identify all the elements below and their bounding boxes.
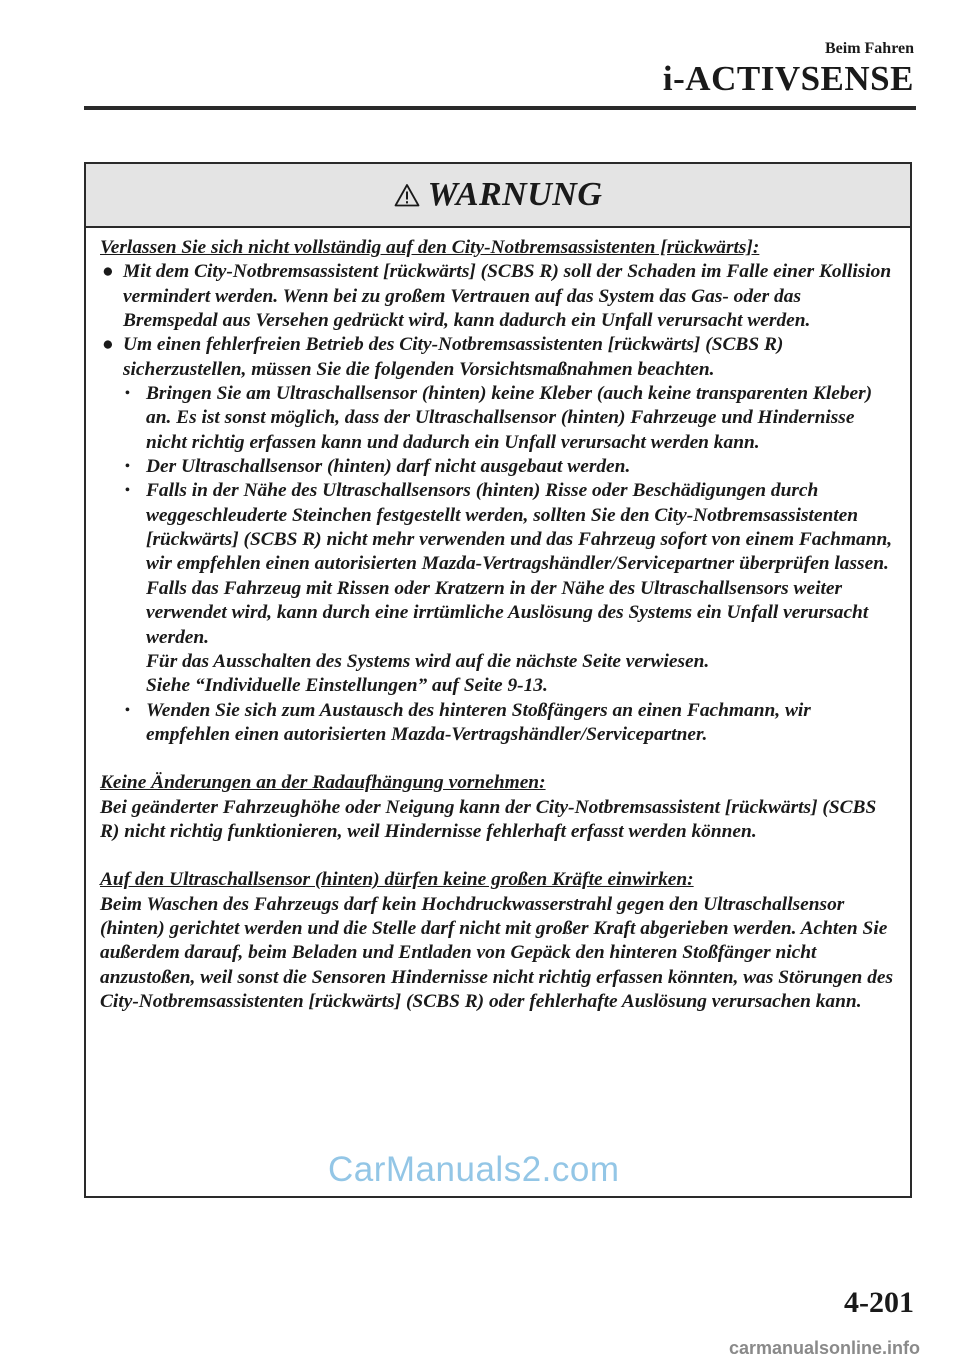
header-divider (84, 106, 916, 110)
bullet-icon: ● (102, 334, 114, 356)
sub-list-item (100, 699, 896, 748)
watermark-logo: CarManuals2.com (328, 1150, 620, 1189)
footer-site-label: carmanualsonline.info (728, 1338, 920, 1358)
page-number: 4-201 (844, 1286, 914, 1319)
bullet-text: Um einen fehlerfreien Betrieb des City-Notbremsassistenten [rückwärts] (SCBS R) sicherzustellen, müssen Sie die folgenden Vorsichtsmaßnahmen beachten. (123, 334, 784, 380)
sub-note-reference: Siehe “Individuelle Einstellungen” auf Seite 9-13. (146, 675, 548, 697)
header-chapter-title: i-ACTIVSENSE (662, 59, 914, 98)
warning-title: WARNUNG (427, 176, 603, 213)
sub-bullet-icon: • (125, 386, 130, 402)
section-text-sensor-force: Beim Waschen des Fahrzeugs darf kein Hochdruckwasserstrahl gegen den Ultraschallsensor (hinten) gerichtet werden und die Stelle darf nicht mit großer Kraft abgerieben werden. Achten Sie außerdem darauf, beim Beladen und Entladen von Gepäck den hinteren Stoßfänger nicht anzustoßen, weil sonst die Sensoren Hindernisse nicht richtig erfassen könnten, was Störungen des City-Notbremsassistenten [rückwärts] (SCBS R) oder fehlerhafte Auslösung verursachen kann. (100, 893, 894, 1012)
warning-triangle-icon (394, 183, 420, 207)
sub-list-item (100, 455, 896, 479)
section-text-suspension: Bei geänderter Fahrzeughöhe oder Neigung kann der City-Notbremsassistent [rückwärts] (SCBS R) nicht richtig funktionieren, weil Hindernisse fehlerhaft erfasst werden können. (100, 796, 877, 842)
list-item (100, 260, 896, 333)
sub-list-item (100, 382, 896, 455)
sub-bullet-text: Bringen Sie am Ultraschallsensor (hinten) keine Kleber (auch keine transparenten Kleber) an. Es ist sonst möglich, dass der Ultraschallsensor (hinten) Fahrzeuge und Hindernisse nicht richtig erfassen kann und dadurch ein Unfall verursacht werden kann. (146, 383, 873, 453)
sub-bullet-icon: • (125, 483, 130, 499)
warning-header (86, 164, 910, 228)
sub-bullet-icon: • (125, 702, 130, 718)
sub-bullet-icon: • (125, 459, 130, 475)
bullet-icon: ● (102, 261, 114, 283)
warning-body (86, 228, 910, 1014)
sub-note-text: Für das Ausschalten des Systems wird auf die nächste Seite verwiesen. (146, 650, 710, 672)
sub-bullet-text: Der Ultraschallsensor (hinten) darf nicht ausgebaut werden. (146, 456, 631, 478)
section-title-sensor-force: Auf den Ultraschallsensor (hinten) dürfen keine großen Kräfte einwirken: (100, 869, 694, 891)
section-title-suspension: Keine Änderungen an der Radaufhängung vornehmen: (100, 772, 546, 794)
section-title-reliance: Verlassen Sie sich nicht vollständig auf den City-Notbremsassistenten [rückwärts]: (100, 237, 760, 258)
sub-bullet-text: Falls in der Nähe des Ultraschallsensors (hinten) Risse oder Beschädigungen durch weggeschleuderte Steinchen festgestellt werden, sollten Sie den City-Notbremsassistenten [rückwärts] (SCBS R) nicht mehr verwenden und das Fahrzeug sofort von einem Fachmann, wir empfehlen einen autorisierten Mazda-Vertragshändler/Servicepartner überprüfen lassen. Falls das Fahrzeug mit Rissen oder Kratzern in der Nähe des Ultraschallsensors weiter verwendet wird, kann durch eine irrtümliche Auslösung des Systems ein Unfall verursacht werden. (146, 480, 893, 648)
sub-bullet-text: Wenden Sie sich zum Austausch des hinteren Stoßfängers an einen Fachmann, wir empfehlen einen autorisierten Mazda-Vertragshändler/Servicepartner. (146, 699, 811, 745)
header-section-label: Beim Fahren (824, 40, 914, 57)
bullet-text: Mit dem City-Notbremsassistent [rückwärts] (SCBS R) soll der Schaden im Falle einer Kollision vermindert werden. Wenn bei zu großem Vertrauen auf das System das Gas- oder das Bremspedal aus Versehen gedrückt wird, kann dadurch ein Unfall verursacht werden. (123, 261, 892, 332)
list-item (100, 333, 896, 382)
sub-list-item (100, 479, 896, 649)
warning-box (84, 162, 912, 1198)
